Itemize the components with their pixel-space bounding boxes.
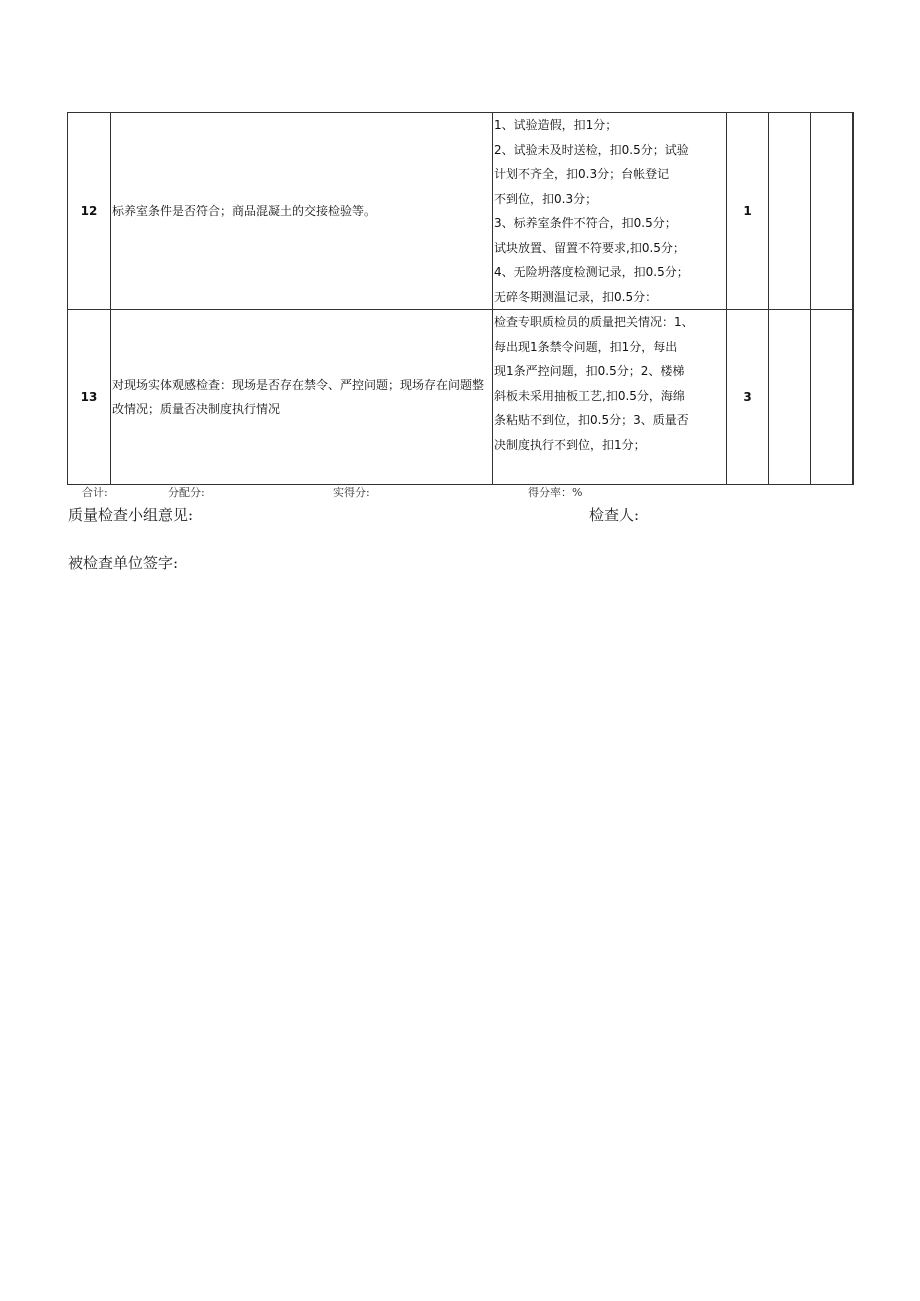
standard-line: 每出现1条禁令问题，扣1分，每出 [494,339,678,354]
standard-line: 检查专职质检员的质量把关情况：1、 [494,315,694,329]
standard-line: 现1条严控问题，扣0.5分；2、楼梯 [494,364,685,378]
actual-score-label: 实得分: [333,486,370,499]
total-label: 合计: [82,486,108,499]
blank-cell [853,310,854,485]
score-cell: 1 [727,113,769,310]
deduction-standard [493,113,727,310]
score-rate-label: 得分率：% [528,486,583,499]
standard-line: 斜板未采用抽板工艺,扣0.5分，海绵 [494,388,685,403]
standard-line: 条粘贴不到位，扣0.5分；3、质量否 [494,413,689,427]
table-row [68,310,854,485]
allocated-score-label: 分配分: [168,486,205,499]
blank-cell [811,113,853,310]
row-number: 12 [68,113,111,310]
inspection-table [67,112,854,485]
check-content: 标养室条件是否符合；商品混凝土的交接检验等。 [111,113,493,310]
standard-line: 2、试验未及时送检，扣0.5分；试验 [494,142,689,157]
blank-cell [811,310,853,485]
blank-cell [769,310,811,485]
standard-line: 1、试验造假，扣1分； [494,118,618,132]
inspector-label: 检查人: [589,506,640,524]
standard-line: 计划不齐全，扣0.3分；台帐登记 [494,167,670,181]
standard-line: 试块放置、留置不符要求,扣0.5分； [494,240,685,255]
standard-line: 3、标养室条件不符合，扣0.5分； [494,216,677,230]
table-row [68,113,854,310]
check-content: 对现场实体观感检查：现场是否存在禁令、严控问题；现场存在问题整改情况；质量否决制度执行情况 [111,310,493,485]
standard-line: 4、无险坍落度检测记录，扣0.5分； [494,265,689,279]
standard-line: 不到位，扣0.3分； [494,191,598,206]
group-opinion-label: 质量检查小组意见: [68,506,194,524]
score-cell: 3 [727,310,769,485]
blank-cell [853,113,854,310]
standard-line: 决制度执行不到位，扣1分； [494,437,646,452]
blank-cell [769,113,811,310]
deduction-standard [493,310,727,485]
row-number: 13 [68,310,111,485]
signature-label: 被检查单位签字: [68,554,179,572]
standard-line: 无碎冬期测温记录，扣0.5分： [494,289,658,304]
